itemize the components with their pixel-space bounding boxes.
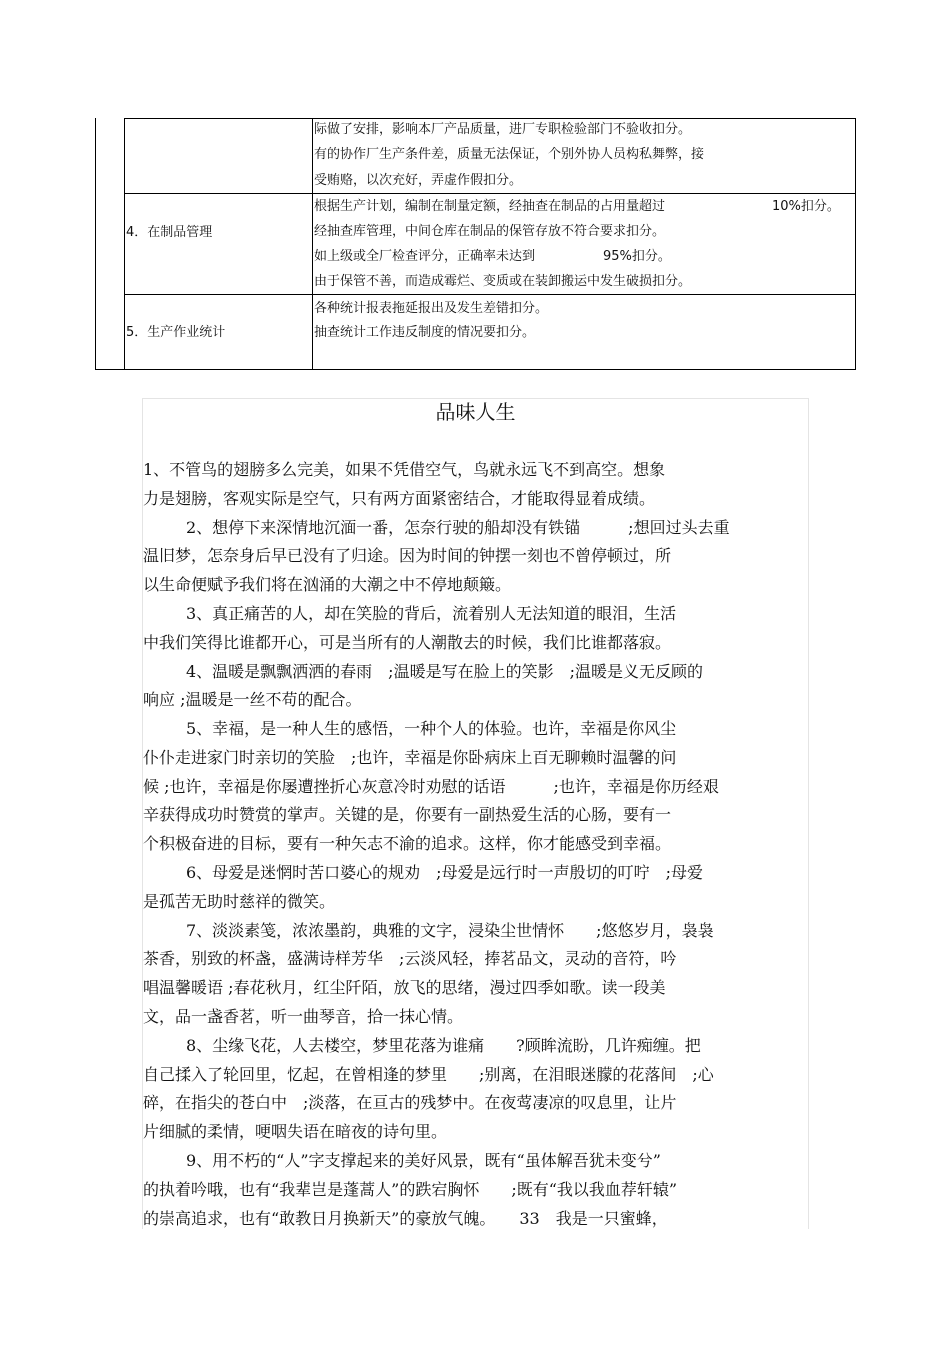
article-line: 4、温暖是飘飘洒洒的春雨 ;温暖是写在脸上的笑影 ;温暖是义无反顾的 (186, 662, 703, 681)
article-line: 片细腻的柔情，哽咽失语在暗夜的诗句里。 (143, 1122, 448, 1141)
table-cell-text: 如上级或全厂检查评分，正确率未达到 (314, 249, 536, 264)
article-line: 自己揉入了轮回里，忆起，在曾相逢的梦里 ;别离，在泪眼迷朦的花落间 ;心 (143, 1065, 714, 1084)
table-row-divider (124, 193, 855, 194)
article-line: 仆仆走进家门时亲切的笑脸 ;也许，幸福是你卧病床上百无聊赖时温馨的问 (143, 748, 677, 767)
article-line: 8、尘缘飞花，人去楼空，梦里花落为谁痛 ?顾眸流盼，几许痴缠。把 (186, 1036, 701, 1055)
article-line: 碎，在指尖的苍白中 ;淡落，在亘古的残梦中。在夜莺凄凉的叹息里，让片 (143, 1093, 677, 1112)
article-line: 辛获得成功时赞赏的掌声。关键的是，你要有一副热爱生活的心肠，要有一 (143, 805, 672, 824)
table-cell-text: 由于保管不善，而造成霉烂、变质或在装卸搬运中发生破损扣分。 (314, 274, 692, 289)
article-title: 品味人生 (435, 400, 516, 424)
article-line: 个积极奋进的目标，要有一种矢志不渝的追求。这样，你才能感受到幸福。 (143, 834, 672, 853)
table-column-divider (124, 118, 125, 369)
article-line: 2、想停下来深情地沉湎一番，怎奈行驶的船却没有铁锚 ;想回过头去重 (186, 518, 730, 537)
table-cell-text: 经抽查库管理，中间仓库在制品的保管存放不符合要求扣分。 (314, 224, 666, 239)
article-line: 力是翅膀，客观实际是空气，只有两方面紧密结合，才能取得显着成绩。 (143, 489, 656, 508)
article-line: 候 ;也许，幸福是你屡遭挫折心灰意冷时劝慰的话语 ;也许，幸福是你历经艰 (143, 777, 719, 796)
article-line: 的崇高追求，也有“敢教日月换新天”的豪放气魄。 33 我是一只蜜蜂， (143, 1209, 668, 1228)
table-cell-text: 根据生产计划，编制在制量定额，经抽查在制品的占用量超过 (314, 199, 666, 214)
article-line: 响应 ;温暖是一丝不苟的配合。 (143, 690, 362, 709)
row-label-wip-management: 4．在制品管理 (126, 225, 213, 240)
table-row-divider (124, 294, 855, 295)
article-line: 中我们笑得比谁都开心，可是当所有的人潮散去的时候，我们比谁都落寂。 (143, 633, 672, 652)
table-cell-text: 各种统计报表拖延报出及发生差错扣分。 (314, 301, 549, 316)
article-line: 茶香，别致的杯盏，盛满诗样芳华 ;云淡风轻，捧茗品文，灵动的音符，吟 (143, 949, 677, 968)
article-line: 温旧梦，怎奈身后早已没有了归途。因为时间的钟摆一刻也不曾停顿过，所 (143, 546, 672, 565)
article-line: 的执着吟哦，也有“我辈岂是蓬蒿人”的跌宕胸怀 ;既有“我以我血荐轩辕” (143, 1180, 678, 1199)
article-line: 是孤苦无助时慈祥的微笑。 (143, 892, 336, 911)
article-line: 唱温馨暖语 ;春花秋月，红尘阡陌，放飞的思绪，漫过四季如歌。读一段美 (143, 978, 666, 997)
article (142, 398, 809, 1229)
article-line: 以生命便赋予我们将在汹涌的大潮之中不停地颠簸。 (143, 575, 512, 594)
table-cell-text: 受贿赂，以次充好，弄虚作假扣分。 (314, 173, 523, 188)
article-line: 文，品一盏香茗，听一曲琴音，拾一抹心情。 (143, 1007, 464, 1026)
article-line: 1、不管鸟的翅膀多么完美，如果不凭借空气，鸟就永远飞不到高空。想象 (143, 460, 666, 479)
table-column-divider (312, 118, 313, 369)
article-line: 3、真正痛苦的人，却在笑脸的背后，流着别人无法知道的眼泪，生活 (186, 604, 677, 623)
article-line: 9、用不朽的“人”字支撑起来的美好风景，既有“虽体解吾犹未变兮” (186, 1151, 661, 1170)
article-line: 5、幸福，是一种人生的感悟，一种个人的体验。也许，幸福是你风尘 (186, 719, 677, 738)
row-label-production-statistics: 5．生产作业统计 (126, 325, 226, 340)
evaluation-table (95, 118, 856, 370)
table-cell-percent: 95%扣分。 (603, 249, 671, 264)
table-cell-text: 抽查统计工作违反制度的情况要扣分。 (314, 325, 536, 340)
article-line: 6、母爱是迷惘时苦口婆心的规劝 ;母爱是远行时一声殷切的叮咛 ;母爱 (186, 863, 703, 882)
article-line: 7、淡淡素笺，浓浓墨韵，典雅的文字，浸染尘世情怀 ;悠悠岁月，袅袅 (186, 921, 714, 940)
table-cell-text: 有的协作厂生产条件差，质量无法保证，个别外协人员构私舞弊，接 (314, 147, 705, 162)
table-cell-text: 际做了安排，影响本厂产品质量，进厂专职检验部门不验收扣分。 (314, 122, 692, 137)
table-cell-percent: 10%扣分。 (772, 199, 840, 214)
table-top-border (124, 118, 855, 119)
